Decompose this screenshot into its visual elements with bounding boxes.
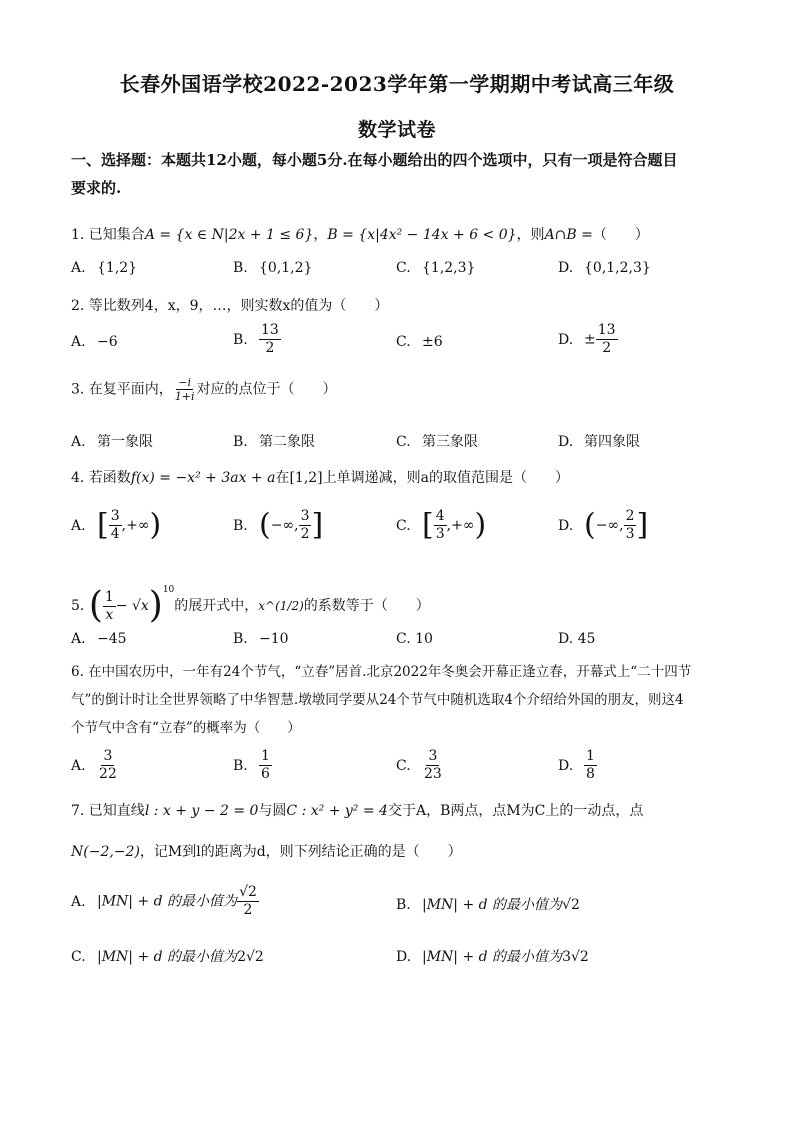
q3-option-a: A. 第一象限 — [71, 434, 153, 450]
question-1: 1. 已知集合A = {x ∈ N|2x + 1 ≤ 6}，B = {x|4x² − 14x + 6 < 0}，则A∩B =（ ） — [71, 227, 649, 243]
q7-option-d: D. |MN| + d 的最小值为3√2 — [396, 949, 589, 965]
q7-option-c: C. |MN| + d 的最小值为2√2 — [71, 949, 264, 965]
q2-option-b: B. $\frac{13}{2}$ — [233, 322, 279, 356]
set-a: A = {x ∈ N|2x + 1 ≤ 6} — [144, 227, 314, 243]
q4-option-a: A. [ $\frac{3}{4}$ ,+∞) — [71, 507, 162, 543]
set-b: B = {x|4x² − 14x + 6 < 0} — [327, 227, 517, 243]
q3-option-c: C. 第三象限 — [396, 434, 478, 450]
section-heading — [71, 146, 731, 202]
q4-option-b: B. (−∞, $\frac{3}{2}$ ] — [233, 507, 324, 543]
q6-option-a: A. $\frac{3}{22}$ — [71, 748, 117, 782]
q5-option-c: C. 10 — [396, 631, 433, 647]
question-6: 6. 在中国农历中，一年有24个节气，“立春”居首.北京2022年冬奥会开幕正逢立春，开幕式上“二十四节 气”的倒计时让全世界领略了中华智慧.墩墩同学要从24个节气中随机选取4个介绍给外国的朋友，则这4 个节气中含有“立春”的概率为（ ） — [71, 664, 692, 736]
section-heading-line2: 要求的. — [71, 179, 122, 197]
line-equation: l : x + y − 2 = 0 — [144, 803, 259, 819]
section-heading-line1: 一、选择题：本题共12小题，每小题5分.在每小题给出的四个选项中，只有一项是符合题目 — [71, 151, 678, 169]
q7-option-a: A. |MN| + d 的最小值为 $\frac{√2}{2}$ — [71, 884, 257, 918]
q6-option-b: B. $\frac{1}{6}$ — [233, 748, 270, 782]
q2-option-d: D. ± $\frac{13}{2}$ — [558, 322, 616, 356]
question-4: 4. 若函数f(x) = −x² + 3ax + a在[1,2]上单调递减，则a的取值范围是（ ） — [71, 470, 570, 486]
question-7-line2: N(−2,−2)，记M到l的距离为d，则下列结论正确的是（ ） — [71, 844, 462, 860]
q1-option-b: B. {0,1,2} — [233, 260, 313, 276]
point-n: N(−2,−2) — [71, 844, 140, 860]
question-5: 5. ( $\frac{1}{x}$ − √x)$^{10}$的展开式中，x^(1/2)的系数等于（ ） — [71, 585, 430, 626]
q2-option-c: C. ±6 — [396, 334, 443, 350]
exam-title: 长春外国语学校2022-2023学年第一学期期中考试高三年级 — [119, 72, 675, 96]
q6-option-d: D. $\frac{1}{8}$ — [558, 748, 595, 782]
exam-subtitle: 数学试卷 — [357, 119, 436, 141]
question-7-line1: 7. 已知直线l : x + y − 2 = 0与圆C : x² + y² = 4交于A，B两点，点M为C上的一动点，点 — [71, 803, 644, 819]
q5-option-a: A. −45 — [71, 631, 127, 647]
q7-option-b: B. |MN| + d 的最小值为√2 — [396, 897, 580, 913]
q1-option-a: A. {1,2} — [71, 260, 138, 276]
intersection-expr: A∩B = — [544, 227, 593, 243]
q2-option-a: A. −6 — [71, 334, 118, 350]
q1-option-c: C. {1,2,3} — [396, 260, 476, 276]
question-3: 3. 在复平面内， $\frac{-i}{1+i}$ 对应的点位于（ ） — [71, 376, 337, 403]
q3-option-b: B. 第二象限 — [233, 434, 315, 450]
circle-equation: C : x² + y² = 4 — [286, 803, 388, 819]
q1-option-d: D. {0,1,2,3} — [558, 260, 651, 276]
q3-option-d: D. 第四象限 — [558, 434, 640, 450]
q4-option-c: C. [ $\frac{4}{3}$ ,+∞) — [396, 507, 487, 543]
q4-option-d: D. (−∞, $\frac{2}{3}$ ] — [558, 507, 649, 543]
question-2: 2. 等比数列4，x，9，…，则实数x的值为（ ） — [71, 298, 389, 314]
q6-option-c: C. $\frac{3}{23}$ — [396, 748, 442, 782]
function-expr: f(x) = −x² + 3ax + a — [130, 470, 276, 486]
q5-option-b: B. −10 — [233, 631, 289, 647]
q5-option-d: D. 45 — [558, 631, 596, 647]
